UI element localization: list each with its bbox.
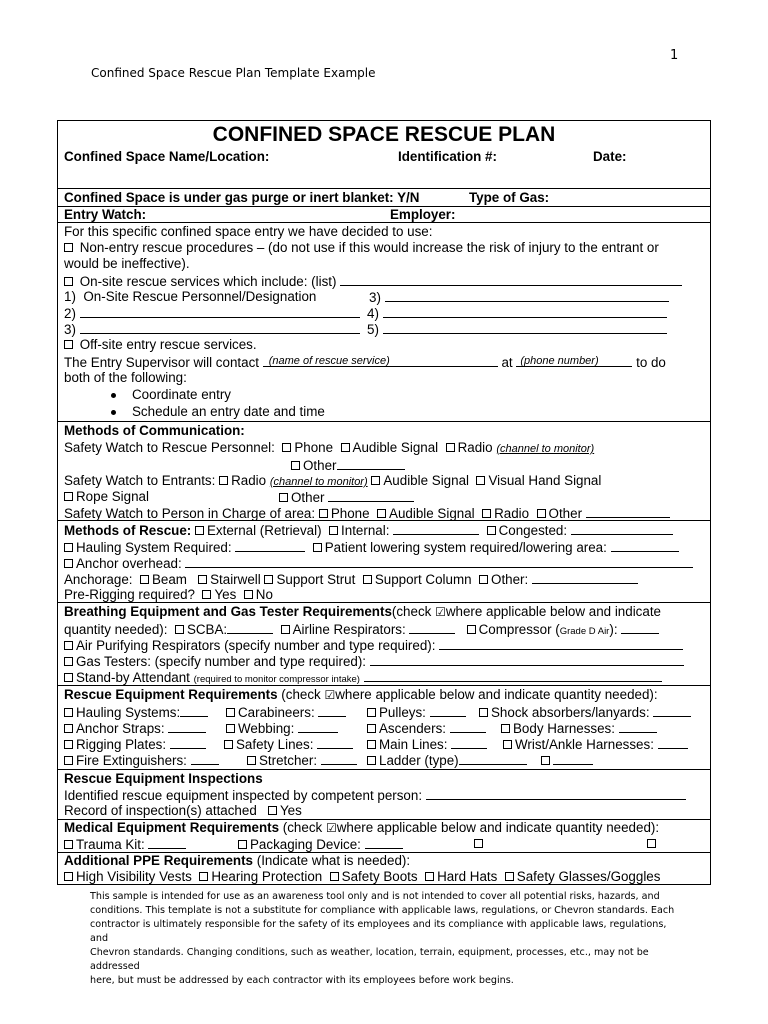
inspection-line: Identified rescue equipment inspected by competent person:	[64, 787, 686, 804]
checkbox-icon[interactable]	[195, 526, 204, 535]
communication-section	[58, 422, 710, 521]
checkbox-icon[interactable]	[199, 872, 208, 881]
title-section	[58, 121, 710, 189]
inspection-section	[58, 770, 710, 820]
anchorage-line: Anchorage: Beam Stairwell Support Strut Support Column Other:	[64, 571, 638, 588]
checkbox-icon[interactable]	[64, 543, 73, 552]
name-location-label: Confined Space Name/Location:	[64, 149, 270, 164]
onsite-list-field[interactable]	[340, 273, 682, 286]
bullet-icon	[111, 410, 116, 415]
document-header: Confined Space Rescue Plan Template Example	[91, 66, 376, 80]
offsite-option[interactable]	[64, 337, 257, 353]
checkbox-icon[interactable]	[367, 708, 376, 717]
checkbox-icon[interactable]	[482, 509, 491, 518]
equip-carab: Carabineers:	[226, 704, 346, 721]
checkbox-icon[interactable]	[313, 543, 322, 552]
identification-label: Identification #:	[398, 149, 497, 164]
checkbox-icon[interactable]	[198, 575, 207, 584]
checkbox-icon[interactable]	[363, 575, 372, 584]
inspection-heading: Rescue Equipment Inspections	[64, 771, 263, 786]
checkbox-icon[interactable]	[64, 340, 73, 349]
equip-safety-lines: Safety Lines:	[224, 736, 353, 753]
disclaimer-line: Chevron standards. Changing conditions, such as weather, location, terrain, equipment, processes, etc., may not be addressed	[90, 947, 649, 972]
medical-extra-2	[647, 836, 659, 852]
checkbox-icon[interactable]	[647, 839, 656, 848]
checkbox-icon[interactable]	[264, 575, 273, 584]
rescue-plan-form	[57, 120, 711, 885]
checkbox-icon[interactable]	[371, 476, 380, 485]
list-field-3b[interactable]	[80, 321, 360, 334]
list-num-5: 5)	[367, 321, 667, 338]
list-num-3b: 3)	[64, 321, 360, 338]
equip-stretcher: Stretcher:	[247, 752, 357, 769]
checkbox-icon[interactable]	[330, 872, 339, 881]
checkbox-icon[interactable]	[140, 575, 149, 584]
checkbox-icon[interactable]	[175, 625, 184, 634]
contact-line: The Entry Supervisor will contact (name of rescue service) at (phone number) to do	[64, 355, 666, 370]
equip-pulleys: Pulleys:	[367, 704, 466, 721]
checkbox-icon[interactable]	[329, 526, 338, 535]
checkbox-checked-icon: ☑	[324, 688, 336, 702]
checkbox-icon[interactable]	[202, 590, 211, 599]
equipment-section	[58, 686, 710, 770]
ppe-section	[58, 853, 710, 886]
disclaimer-line: here, but must be addressed by each contractor with its employees before work begins.	[90, 975, 514, 986]
checkbox-icon[interactable]	[505, 872, 514, 881]
employer-label: Employer:	[390, 207, 456, 222]
bullet-coordinate: Coordinate entry	[132, 387, 231, 402]
packaging-device: Packaging Device:	[238, 836, 403, 853]
offsite-text: Off-site entry rescue services.	[79, 337, 257, 352]
checkbox-icon[interactable]	[247, 756, 256, 765]
equip-extra	[541, 752, 593, 769]
communication-heading: Methods of Communication:	[64, 423, 245, 438]
disclaimer-line: conditions. This template is not a substitute for compliance with applicable laws, regulations, or Chevron standards. Each	[90, 905, 675, 916]
page-number: 1	[670, 48, 679, 63]
checkbox-checked-icon: ☑	[435, 605, 446, 619]
checkbox-icon[interactable]	[367, 740, 376, 749]
equip-body: Body Harnesses:	[501, 720, 657, 737]
checkbox-icon[interactable]	[64, 840, 73, 849]
ppe-heading-line: Additional PPE Requirements (Indicate what is needed):	[64, 853, 411, 868]
rope-signal-option[interactable]: Rope Signal	[64, 489, 149, 505]
entry-watch-section	[58, 207, 710, 223]
equipment-heading-line: Rescue Equipment Requirements (check ☑where applicable below and indicate quantity needed):	[64, 687, 658, 702]
purge-section	[58, 189, 710, 207]
non-entry-text-2: would be ineffective).	[64, 256, 190, 271]
checkbox-icon[interactable]	[367, 756, 376, 765]
inspection-record: Record of inspection(s) attached Yes	[64, 803, 302, 818]
checkbox-icon[interactable]	[291, 461, 300, 470]
equip-ladder: Ladder (type)	[367, 752, 527, 769]
gas-type-label: Type of Gas:	[469, 190, 550, 205]
person-in-charge-line: Safety Watch to Person in Charge of area: Phone Audible Signal Radio Other	[64, 505, 670, 522]
checkbox-icon[interactable]	[64, 641, 73, 650]
equip-shock: Shock absorbers/lanyards:	[479, 704, 691, 721]
prerigging-line: Pre-Rigging required? Yes No	[64, 587, 273, 602]
phone-number-field[interactable]: (phone number)	[516, 354, 632, 367]
bullet-icon	[111, 393, 116, 398]
checkbox-icon[interactable]	[64, 559, 73, 568]
standby-line: Stand-by Attendant (required to monitor compressor intake)	[64, 669, 662, 688]
medical-section	[58, 820, 710, 853]
apr-line: Air Purifying Respirators (specify number and type required):	[64, 637, 683, 654]
rescue-choice-section	[58, 223, 710, 422]
breathing-qty-line: quantity needed): SCBA: Airline Respirators: Compressor (Grade D Air):	[64, 621, 659, 640]
rescue-personnel-other[interactable]: Other	[291, 457, 405, 474]
bullet-schedule: Schedule an entry date and time	[132, 404, 325, 419]
checkbox-checked-icon: ☑	[325, 821, 337, 835]
form-title: CONFINED SPACE RESCUE PLAN	[212, 123, 556, 146]
entrants-line: Safety Watch to Entrants: Radio (channel to monitor) Audible Signal Visual Hand Signal	[64, 473, 602, 488]
checkbox-icon[interactable]	[503, 740, 512, 749]
list-num-3a: 3)	[369, 289, 669, 306]
checkbox-icon[interactable]	[487, 526, 496, 535]
breathing-heading-line: Breathing Equipment and Gas Tester Requirements(check ☑where applicable below and indicate	[64, 604, 661, 619]
checkbox-icon[interactable]	[501, 724, 510, 733]
checkbox-icon[interactable]	[238, 840, 247, 849]
checkbox-icon[interactable]	[377, 509, 386, 518]
list-num-2: 2)	[64, 305, 360, 322]
checkbox-icon[interactable]	[279, 493, 288, 502]
checkbox-icon[interactable]	[224, 740, 233, 749]
equip-webbing: Webbing:	[226, 720, 338, 737]
checkbox-icon[interactable]	[64, 657, 73, 666]
checkbox-icon[interactable]	[281, 625, 290, 634]
list-num-4: 4)	[367, 305, 667, 322]
checkbox-icon[interactable]	[425, 872, 434, 881]
onsite-option[interactable]	[64, 273, 682, 290]
checkbox-icon[interactable]	[64, 277, 73, 286]
entrants-other[interactable]: Other	[279, 489, 414, 506]
checkbox-icon[interactable]	[341, 443, 350, 452]
equip-fire: Fire Extinguishers:	[64, 752, 219, 769]
checkbox-icon[interactable]	[226, 708, 235, 717]
non-entry-option[interactable]	[64, 240, 659, 256]
disclaimer-line: contractor is ultimately responsible for the safety of its employees and its compliance with applicable laws, regulations, and	[90, 919, 667, 944]
checkbox-icon[interactable]	[219, 476, 228, 485]
intro-text: For this specific confined space entry we have decided to use:	[64, 224, 433, 239]
list-field-2[interactable]	[80, 305, 360, 318]
rescue-personnel-line: Safety Watch to Rescue Personnel: Phone Audible Signal Radio (channel to monitor)	[64, 440, 595, 455]
equip-wrist: Wrist/Ankle Harnesses:	[503, 736, 688, 753]
hauling-line: Hauling System Required: Patient lowering system required/lowering area:	[64, 539, 679, 556]
disclaimer	[90, 890, 685, 988]
disclaimer-line: This sample is intended for use as an awareness tool only and is not intended to cover all potential risks, hazards, and	[90, 891, 660, 902]
checkbox-icon[interactable]	[64, 756, 73, 765]
equip-straps: Anchor Straps:	[64, 720, 206, 737]
checkbox-icon[interactable]	[467, 625, 476, 634]
anchor-overhead-line: Anchor overhead:	[64, 555, 693, 572]
checkbox-icon[interactable]	[476, 476, 485, 485]
list-num-1: 1) On-Site Rescue Personnel/Designation	[64, 289, 317, 304]
checkbox-icon[interactable]	[268, 806, 277, 815]
checkbox-icon[interactable]	[537, 509, 546, 518]
list-field-3a[interactable]	[385, 289, 669, 302]
checkbox-icon[interactable]	[367, 724, 376, 733]
checkbox-icon[interactable]	[64, 673, 73, 682]
checkbox-icon[interactable]	[479, 575, 488, 584]
checkbox-icon[interactable]	[541, 756, 550, 765]
checkbox-icon[interactable]	[244, 590, 253, 599]
medical-heading-line: Medical Equipment Requirements (check ☑where applicable below and indicate quantity needed):	[64, 820, 660, 835]
checkbox-icon[interactable]	[64, 708, 73, 717]
equip-plates: Rigging Plates:	[64, 736, 206, 753]
list-field-4[interactable]	[383, 305, 667, 318]
rescue-service-field[interactable]: (name of rescue service)	[263, 354, 498, 367]
non-entry-text: Non-entry rescue procedures – (do not use if this would increase the risk of injury to the entrant or	[79, 240, 659, 255]
checkbox-icon[interactable]	[446, 443, 455, 452]
gas-testers-line: Gas Testers: (specify number and type required):	[64, 653, 684, 670]
medical-extra-1	[474, 836, 486, 852]
checkbox-icon[interactable]	[226, 724, 235, 733]
checkbox-icon[interactable]	[64, 740, 73, 749]
ppe-options: High Visibility Vests Hearing Protection Safety Boots Hard Hats Safety Glasses/Goggles	[64, 869, 660, 885]
breathing-section	[58, 603, 710, 686]
rescue-methods-line: Methods of Rescue: External (Retrieval) Internal: Congested:	[64, 522, 673, 539]
equip-main-lines: Main Lines:	[367, 736, 487, 753]
checkbox-icon[interactable]	[479, 708, 488, 717]
rescue-methods-section	[58, 521, 710, 603]
checkbox-icon[interactable]	[319, 509, 328, 518]
both-text: both of the following:	[64, 370, 187, 385]
purge-label: Confined Space is under gas purge or inert blanket: Y/N	[64, 190, 420, 205]
checkbox-icon[interactable]	[64, 724, 73, 733]
list-field-5[interactable]	[383, 321, 667, 334]
checkbox-icon[interactable]	[64, 243, 73, 252]
checkbox-icon[interactable]	[282, 443, 291, 452]
trauma-kit: Trauma Kit:	[64, 836, 186, 853]
checkbox-icon[interactable]	[64, 872, 73, 881]
equip-ascenders: Ascenders:	[367, 720, 486, 737]
equip-hauling: Hauling Systems:	[64, 704, 208, 721]
onsite-text: On-site rescue services which include: (list)	[79, 274, 337, 289]
checkbox-icon[interactable]	[474, 839, 483, 848]
checkbox-icon[interactable]	[64, 492, 73, 501]
date-label: Date:	[593, 149, 627, 164]
entry-watch-label: Entry Watch:	[64, 207, 147, 222]
